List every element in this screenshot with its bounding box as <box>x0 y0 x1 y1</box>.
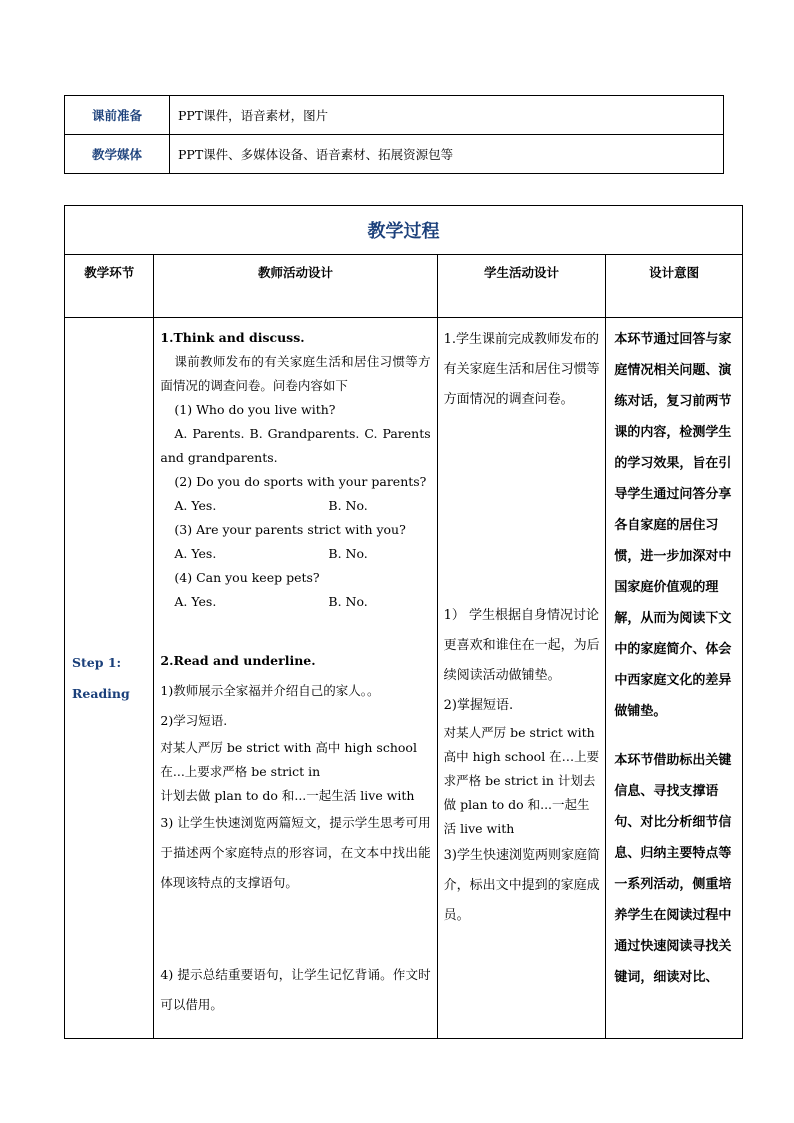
media-label: 教学媒体 <box>65 135 170 174</box>
process-title: 教学过程 <box>65 206 743 255</box>
student-step-3: 2)掌握短语. <box>443 698 514 713</box>
student-step-4: 3)学生快速浏览两则家庭简介，标出文中提到的家庭成员。 <box>443 848 600 923</box>
phrase-line: 计划去做 plan to do 和...一起生活 live with <box>160 788 415 803</box>
question-2-options <box>160 494 430 518</box>
teacher-step-3: 3) 让学生快速浏览两篇短文，提示学生思考可用于描述两个家庭特点的形容词，在文本中找出能体现该特点的支撑语句。 <box>160 815 431 890</box>
table-row <box>65 96 724 135</box>
header-teacher-activity: 教师活动设计 <box>154 255 437 318</box>
intent-paragraph-1: 本环节通过回答与家庭情况相关问题、演练对话，复习前两节课的内容，检测学生的学习效果，旨在引导学生通过问答分享各自家庭的居住习惯，进一步加深对中国家庭价值观的理解，从而为阅读下文中的家庭简介、体会中西家庭文化的差异做铺垫。 <box>614 332 732 719</box>
student-step-1: 1.学生课前完成教师发布的有关家庭生活和居住习惯等方面情况的调查问卷。 <box>443 332 600 407</box>
prep-label: 课前准备 <box>65 96 170 135</box>
preparation-table <box>64 95 724 174</box>
option-a: A. Yes. <box>174 498 217 513</box>
option-b: B. No. <box>328 594 368 609</box>
question-3-options <box>160 542 430 566</box>
option-a: A. Yes. <box>174 594 217 609</box>
header-student-activity: 学生活动设计 <box>437 255 606 318</box>
media-value: PPT课件、多媒体设备、语音素材、拓展资源包等 <box>170 135 724 174</box>
teacher-step-2: 2)学习短语. <box>160 713 228 728</box>
teaching-process-table <box>64 205 743 1039</box>
option-b: B. No. <box>328 498 368 513</box>
student-activity-cell <box>437 318 606 1039</box>
section-heading: 2.Read and underline. <box>160 653 316 668</box>
prep-value: PPT课件，语音素材，图片 <box>170 96 724 135</box>
phrase-line: 在...上要求严格 be strict in <box>160 764 321 779</box>
table-row <box>65 135 724 174</box>
option-a: A. Yes. <box>174 546 217 561</box>
table-row <box>65 318 743 1039</box>
teacher-step-4: 4) 提示总结重要语句，让学生记忆背诵。作文时可以借用。 <box>160 967 431 1012</box>
phrase-line: 对某人严厉 be strict with 高中 high school <box>160 740 417 755</box>
header-design-intent: 设计意图 <box>606 255 743 318</box>
table-title-row <box>65 206 743 255</box>
intent-paragraph-2: 本环节借助标出关键信息、寻找支撑语句、对比分析细节信息、归纳主要特点等一系列活动，侧重培养学生在阅读过程中通过快速阅读寻找关键词，细读对比、 <box>614 753 732 985</box>
survey-intro: 课前教师发布的有关家庭生活和居住习惯等方面情况的调查问卷。问卷内容如下 <box>160 354 431 393</box>
section-heading: 1.Think and discuss. <box>160 330 305 345</box>
student-step-2: 1） 学生根据自身情况讨论更喜欢和谁住在一起，为后续阅读活动做铺垫。 <box>443 608 600 683</box>
question-3: (3) Are your parents strict with you? <box>174 522 406 537</box>
design-intent-cell <box>606 318 743 1039</box>
student-phrases: 对某人严厉 be strict with 高中 high school 在…上要求严格 be strict in 计划去做 plan to do 和...一起生活 live with <box>443 725 600 836</box>
question-2: (2) Do you do sports with your parents? <box>174 474 427 489</box>
table-header-row <box>65 255 743 318</box>
question-4-options <box>160 590 430 614</box>
question-1: (1) Who do you live with? <box>174 402 336 417</box>
option-b: B. No. <box>328 546 368 561</box>
step-name: Reading <box>72 686 130 701</box>
step-number: Step 1: <box>72 655 122 670</box>
question-1-options: A. Parents. B. Grandparents. C. Parents and grandparents. <box>160 426 431 465</box>
step-cell <box>65 318 154 1039</box>
header-stage: 教学环节 <box>65 255 154 318</box>
teacher-activity-cell <box>154 318 437 1039</box>
question-4: (4) Can you keep pets? <box>174 570 320 585</box>
teacher-step-1: 1)教师展示全家福并介绍自己的家人。。 <box>160 683 380 698</box>
